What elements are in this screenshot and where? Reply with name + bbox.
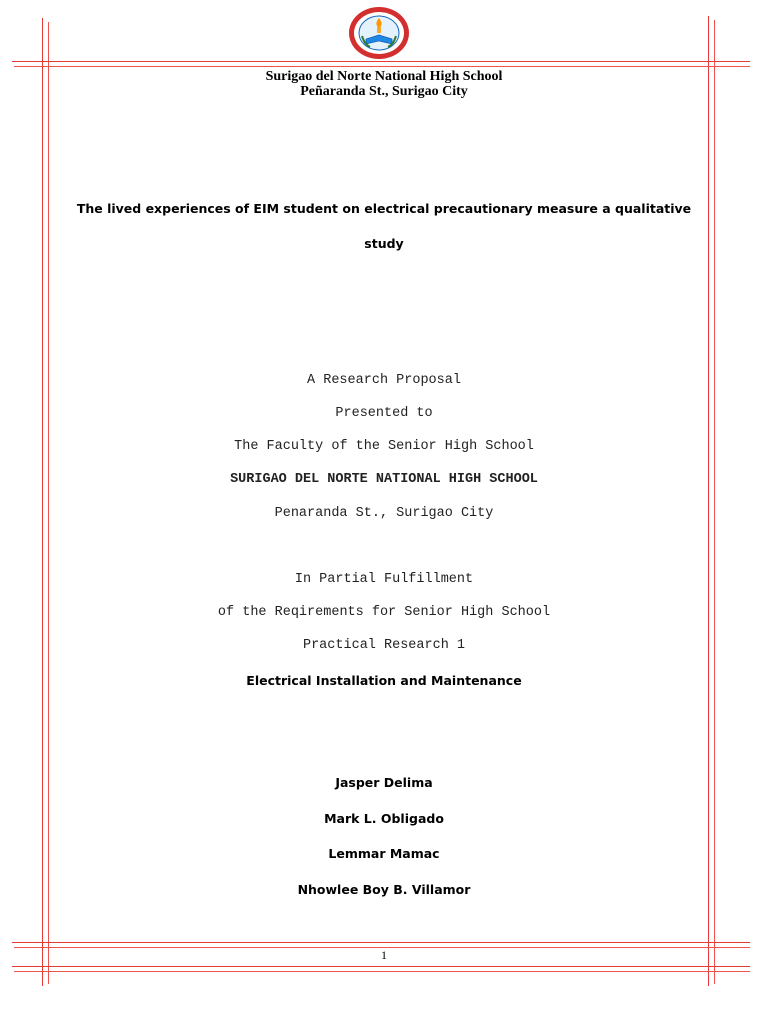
presented-to-label: Presented to bbox=[335, 406, 433, 421]
author-name: Lemmar Mamac bbox=[328, 846, 440, 861]
right-border-line-inner bbox=[714, 20, 715, 984]
footer-border-line-inner bbox=[14, 971, 750, 972]
strand-label: Electrical Installation and Maintenance bbox=[246, 673, 522, 688]
fulfillment-label: In Partial Fulfillment bbox=[294, 572, 474, 587]
right-border-line bbox=[708, 16, 709, 986]
top-border-line-inner bbox=[14, 66, 750, 67]
research-title-line-2: study bbox=[364, 236, 404, 251]
footer-border-line bbox=[12, 966, 750, 967]
faculty-label: The Faculty of the Senior High School bbox=[234, 439, 534, 454]
author-name: Nhowlee Boy B. Villamor bbox=[297, 882, 471, 897]
research-title-line-1: The lived experiences of EIM student on electrical precautionary measure a qualitative bbox=[76, 201, 692, 216]
page-number: 1 bbox=[381, 948, 387, 962]
school-address: Penaranda St., Surigao City bbox=[274, 506, 494, 521]
author-name: Jasper Delima bbox=[335, 775, 433, 790]
top-border-line bbox=[12, 61, 750, 62]
school-seal-icon bbox=[348, 6, 410, 60]
left-border-line bbox=[42, 18, 43, 986]
school-name-caps: SURIGAO DEL NORTE NATIONAL HIGH SCHOOL bbox=[230, 472, 538, 487]
author-name: Mark L. Obligado bbox=[324, 811, 444, 826]
subject-label: Practical Research 1 bbox=[302, 638, 466, 653]
school-address-header: Peñaranda St., Surigao City bbox=[300, 84, 468, 99]
left-border-line-inner bbox=[48, 22, 49, 984]
school-name-header: Surigao del Norte National High School bbox=[265, 69, 503, 84]
bottom-border-line bbox=[12, 942, 750, 943]
requirements-label: of the Reqirements for Senior High School bbox=[217, 605, 551, 620]
proposal-label: A Research Proposal bbox=[307, 373, 461, 388]
